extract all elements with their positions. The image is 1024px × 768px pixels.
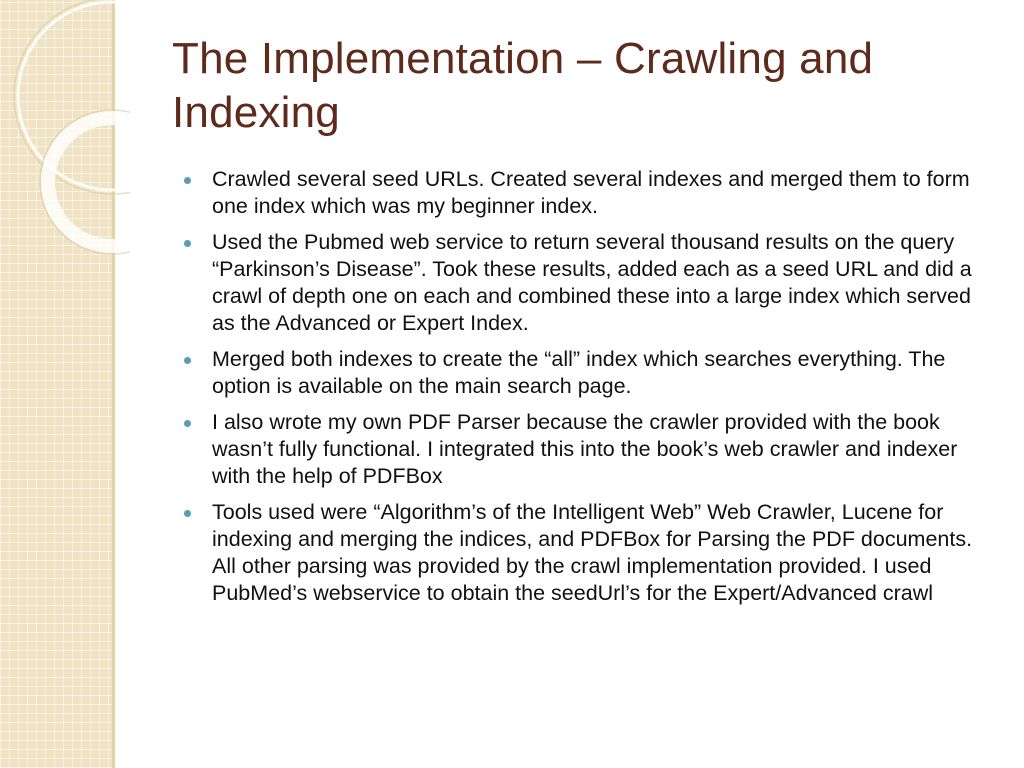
- decorative-circles: [0, 0, 130, 260]
- bullet-dot-icon: [184, 510, 191, 517]
- bullet-dot-icon: [184, 420, 191, 427]
- bullet-item: [184, 409, 984, 490]
- bullet-text: Crawled several seed URLs. Created several indexes and merged them to form one index which was my beginner index.: [212, 167, 970, 218]
- bullet-item: [184, 166, 984, 220]
- bullet-dot-icon: [184, 240, 191, 247]
- slide-title: The Implementation – Crawling and Indexing: [172, 34, 874, 137]
- bullet-text: Tools used were “Algorithm’s of the Intelligent Web” Web Crawler, Lucene for indexing and merging the indices, and PDFBox for Parsing the PDF documents. All other parsing was provided by the crawl implementation provided. I used PubMed’s webservice to obtain the seedUrl’s for the Expert/Advanced crawl: [212, 500, 973, 605]
- bullet-item: [184, 229, 984, 337]
- bullet-text: Merged both indexes to create the “all” index which searches everything. The option is available on the main search page.: [212, 347, 946, 398]
- bullet-list: [184, 166, 984, 616]
- bullet-item: [184, 499, 984, 607]
- bullet-text: I also wrote my own PDF Parser because the crawler provided with the book wasn’t fully functional. I integrated this into the book’s web crawler and indexer with the help of PDFBox: [212, 410, 958, 488]
- bullet-dot-icon: [184, 177, 191, 184]
- bullet-item: [184, 346, 984, 400]
- bullet-text: Used the Pubmed web service to return several thousand results on the query “Parkinson’s Disease”. Took these results, added each as a seed URL and did a crawl of depth one on each and combined these into a large index which served as the Advanced or Expert Index.: [212, 230, 972, 335]
- bullet-dot-icon: [184, 357, 191, 364]
